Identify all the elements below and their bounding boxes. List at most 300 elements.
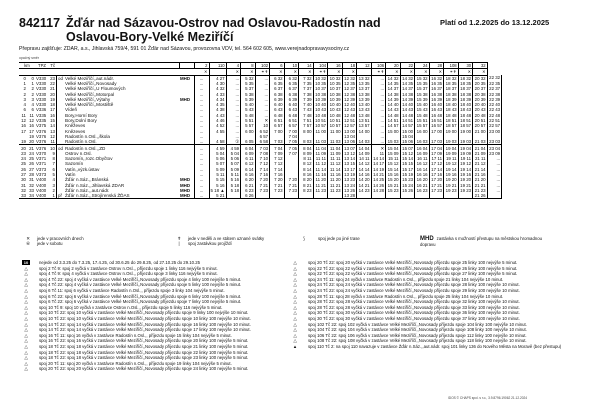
trip-number: 10 bbox=[284, 63, 299, 69]
departure-time: 16 37 bbox=[431, 86, 443, 92]
departure-time: 19 09 bbox=[445, 150, 457, 156]
departure-time: 4 32 bbox=[209, 86, 226, 91]
departure-time: 16 32 bbox=[431, 75, 443, 81]
departure-time: 16 04 bbox=[416, 145, 428, 151]
mhd-marker: MHD bbox=[180, 182, 190, 188]
departure-time: 22 57 bbox=[489, 123, 501, 129]
departure-time bbox=[226, 193, 241, 199]
stop-order: 14 bbox=[50, 123, 55, 129]
departure-time: 5 15 bbox=[209, 177, 226, 182]
departure-time: 12 32 bbox=[344, 75, 356, 81]
stop-name: Velké Meziříčí,,Výtahy bbox=[65, 96, 111, 102]
footnote bbox=[288, 294, 563, 299]
departure-time: 7 51 bbox=[299, 118, 314, 123]
departure-time: 22 37 bbox=[489, 86, 501, 92]
stop-order: 8 bbox=[49, 156, 57, 161]
km-value: 4 bbox=[23, 102, 26, 108]
departure-time: 6 57 bbox=[255, 134, 270, 139]
km-value: 3 bbox=[31, 96, 34, 102]
departure-time: 14 25 bbox=[373, 177, 385, 183]
departure-time: 4 33 bbox=[209, 91, 226, 96]
departure-time: 10 38 bbox=[329, 91, 341, 97]
triangle-icon: △ bbox=[24, 282, 28, 288]
stop-name: Žďár n.Sáz.,,aut.nádr. bbox=[65, 187, 110, 193]
departure-time: 14 48 bbox=[387, 112, 399, 118]
departure-time: 7 37 bbox=[299, 86, 314, 91]
empty-column: ... bbox=[194, 188, 209, 193]
validity-period: Platí od 1.2.2025 do 13.12.2025 bbox=[440, 18, 550, 27]
departure-time: 11 03 bbox=[313, 139, 328, 145]
departure-time: 16 43 bbox=[431, 107, 443, 113]
departure-time: 14 40 bbox=[402, 102, 414, 108]
departure-time: 14 09 bbox=[358, 150, 370, 156]
departure-time: 5 57 bbox=[241, 123, 256, 128]
trip-symbol: ✕ bbox=[241, 69, 256, 75]
departure-time: ... bbox=[487, 183, 502, 188]
departure-time: 17 16 bbox=[431, 171, 443, 177]
triangle-icon: △ bbox=[293, 315, 297, 321]
empty-column: ... bbox=[194, 183, 209, 188]
departure-time: 16 03 bbox=[416, 139, 428, 145]
trip-number: 4 bbox=[226, 63, 241, 69]
departure-time: 15 12 bbox=[387, 161, 399, 167]
departure-time: 7 09 bbox=[270, 151, 285, 156]
departure-time: 17 23 bbox=[431, 187, 443, 193]
departure-time: 20 32 bbox=[474, 75, 486, 81]
departure-marker: od bbox=[58, 75, 63, 81]
departure-time: 13 39 bbox=[358, 96, 370, 102]
departure-time: 15 00 bbox=[387, 128, 399, 134]
departure-time: 6 11 bbox=[241, 156, 256, 161]
departure-time: ... bbox=[226, 97, 241, 102]
departure-time: ... bbox=[226, 86, 241, 91]
trip-number: 108 bbox=[444, 63, 459, 69]
triangle-icon: △ bbox=[24, 304, 28, 310]
trip-symbol: ✕ bbox=[194, 69, 209, 75]
trip-number: 12 bbox=[357, 63, 372, 69]
trip-symbol: ✕ bbox=[400, 69, 415, 75]
km-value: 32 bbox=[29, 182, 34, 188]
departure-time: 16 20 bbox=[416, 177, 428, 183]
footnote bbox=[288, 333, 563, 338]
stop-name: Vídeň bbox=[65, 107, 78, 113]
departure-time: 22 48 bbox=[489, 112, 501, 118]
trip-number: 6 bbox=[270, 63, 285, 69]
departure-time: 16 40 bbox=[431, 102, 443, 108]
departure-time: ... bbox=[226, 102, 241, 107]
departure-time: 11 09 bbox=[313, 151, 328, 156]
departure-time: ✕ bbox=[255, 118, 270, 123]
departure-time: 21 20 bbox=[474, 177, 486, 183]
departure-time: 10 32 bbox=[329, 75, 341, 81]
stop-name: Velké Meziříčí,,Motorpal bbox=[65, 91, 115, 97]
departure-time: 7 00 bbox=[284, 129, 299, 134]
departure-time: 18 32 bbox=[445, 75, 457, 81]
departure-time: 22 43 bbox=[489, 107, 501, 113]
departure-time: 5 11 bbox=[226, 172, 241, 177]
km-value: 30 bbox=[21, 177, 26, 183]
departure-time: 7 12 bbox=[255, 161, 270, 166]
footnote-text: spoj 104 Tč 22: spoj 104 vyčká v zastávce Velké Meziříčí,,Novosady příjezdu spoje 108 linky 100 nejvýše 10 minut. bbox=[308, 327, 527, 333]
departure-time: 10 35 bbox=[315, 80, 327, 86]
footnote bbox=[288, 322, 563, 327]
km-value: 17 bbox=[21, 128, 26, 134]
km-value: 25 bbox=[21, 161, 26, 167]
departure-time: 17 04 bbox=[431, 145, 443, 151]
departure-time: 13 38 bbox=[358, 91, 370, 97]
departure-time: 16 11 bbox=[415, 156, 430, 161]
saturday-icon: ⑥ bbox=[26, 241, 30, 246]
departure-time: 15 23 bbox=[402, 177, 414, 183]
departure-time: 15 04 bbox=[387, 145, 399, 151]
tpz-code: V373 bbox=[36, 166, 47, 172]
legend-saturday: jede v sobotu bbox=[37, 241, 63, 246]
departure-time: 10 35 bbox=[329, 80, 341, 86]
departure-time: 8 16 bbox=[299, 172, 314, 177]
stop-order: 18 bbox=[50, 102, 55, 108]
departure-time: 10 57 bbox=[329, 123, 341, 129]
departure-time: 5 32 bbox=[241, 75, 256, 81]
departure-time: ... bbox=[255, 91, 270, 96]
departure-time: 14 43 bbox=[402, 107, 414, 113]
departure-time: 16 09 bbox=[416, 150, 428, 156]
departure-time: 14 04 bbox=[358, 145, 370, 151]
departure-time: 14 00 bbox=[358, 128, 370, 134]
departure-time: 6 00 bbox=[241, 129, 256, 134]
km-value: 0 bbox=[31, 75, 34, 81]
trip-number: 102 bbox=[255, 63, 270, 69]
departure-time: 4 59 bbox=[209, 145, 226, 151]
departure-time: 5 04 bbox=[226, 151, 241, 156]
departure-time: ... bbox=[487, 172, 502, 177]
triangle-icon: △ bbox=[24, 293, 28, 299]
footnote bbox=[19, 299, 284, 304]
trip-number: 16 bbox=[328, 63, 343, 69]
departure-time: ... bbox=[226, 107, 241, 112]
km-value: 31 bbox=[29, 177, 34, 183]
empty-column: ... bbox=[194, 193, 209, 199]
departure-time: 14 32 bbox=[402, 75, 414, 81]
departure-time: 6 14 bbox=[241, 167, 256, 172]
triangle-icon: △ bbox=[24, 271, 28, 277]
departure-time: 5 09 bbox=[226, 167, 241, 172]
triangle-icon: △ bbox=[293, 299, 297, 305]
departure-time: 13 57 bbox=[358, 123, 370, 129]
triangle-icon: △ bbox=[293, 293, 297, 299]
footnote-text: spoj 20 Tč 22: spoj 20 vyčká v zastávce Velké Meziříčí,,Novosady příjezdu spoje 25 linky 100 nejvýše 5 minut. bbox=[308, 260, 518, 265]
departure-time: ... bbox=[371, 139, 386, 145]
departure-time: 6 43 bbox=[284, 107, 299, 112]
triangle-icon: △ bbox=[293, 282, 297, 288]
departure-time bbox=[299, 193, 314, 199]
departure-time: ... bbox=[226, 75, 241, 81]
departure-time: 7 04 bbox=[270, 145, 285, 151]
departure-time: 7 21 bbox=[255, 183, 270, 188]
footnote-text: spoj 22 Tč 22: spoj 22 vyčká v zastávce Velké Meziříčí,,Novosady příjezdu spoje 27 linky 100 nejvýše 5 minut. bbox=[308, 271, 518, 277]
empty-column: ... bbox=[194, 113, 209, 118]
departure-time: ... bbox=[255, 113, 270, 118]
departure-time: 14 03 bbox=[358, 139, 370, 145]
stop-name: Žďár n.Sáz.,,Strojírenská ŽĎAS bbox=[64, 193, 179, 199]
departure-time: 21 23 bbox=[474, 187, 486, 193]
departure-time: ... bbox=[255, 107, 270, 112]
departure-time: 5 06 bbox=[226, 156, 241, 161]
departure-time: ... bbox=[487, 156, 502, 161]
footnote bbox=[19, 344, 284, 349]
departure-time bbox=[255, 193, 270, 199]
departure-time: 6 04 bbox=[241, 145, 256, 151]
departure-time: ... bbox=[226, 123, 241, 128]
footnote bbox=[288, 260, 563, 265]
footnote-text: spoj 16 Tč 11: spoj 16 vyčká v zastávce Radostín n.Osl.,, příjezdu spoje 15 linky 104 nejvýše 5 minut. bbox=[39, 332, 232, 338]
departure-time: 19 03 bbox=[460, 139, 472, 145]
footnote bbox=[19, 305, 284, 310]
footnote-text: spoj 18 Tč 22: spoj 18 vyčká v zastávce Velké Meziříčí,,Novosady příjezdu spoje 23 linky 100 nejvýše 5 minut. bbox=[39, 355, 249, 361]
departure-time: 16 00 bbox=[416, 128, 428, 134]
trip-symbol: ⚭✝ bbox=[313, 69, 328, 75]
notes-right bbox=[288, 260, 563, 350]
departure-time: 13 04 bbox=[344, 133, 356, 139]
trip-symbol: ✕ bbox=[270, 69, 285, 75]
km-value: 33 bbox=[19, 193, 27, 199]
km-value: 12 bbox=[29, 118, 34, 124]
departure-time: 7 00 bbox=[270, 129, 285, 134]
footnote bbox=[19, 350, 284, 355]
trip-number: 32 bbox=[473, 63, 488, 69]
stop-order: 23 bbox=[50, 75, 55, 81]
trip-symbol: ⚭✝ bbox=[255, 69, 270, 75]
departure-time: 18 37 bbox=[445, 86, 457, 92]
departure-time: 6 32 bbox=[284, 75, 299, 81]
footnote-text: spoj 110 Tč 2: na spoj 110 navazuje v zastávce Žďár n.Sáz.,,aut.nádr. spoj 101 linky 136 do Nového Města na Moravě (bez přestupu) bbox=[308, 343, 562, 349]
departure-time: 7 39 bbox=[299, 97, 314, 102]
departure-time: 5 16 bbox=[226, 177, 241, 182]
footnote-text: spoj 22 Tč 22: spoj 22 vyčká v zastávce Velké Meziříčí,,Novosady příjezdu spoje 26 linky 100 nejvýše 5 minut. bbox=[308, 265, 518, 271]
departure-time: 5 18 bbox=[226, 188, 241, 193]
footnote bbox=[288, 338, 563, 343]
departure-time: 23 04 bbox=[489, 145, 501, 151]
departure-time: 4 52 bbox=[209, 123, 226, 128]
stop-name: Sazomín bbox=[65, 161, 84, 167]
departure-time: 7 07 bbox=[284, 151, 299, 156]
stop-name: Velké Meziříčí,,U Floumových bbox=[65, 86, 126, 92]
departure-time: 21 26 bbox=[474, 193, 486, 199]
empty-column: ... bbox=[194, 97, 209, 102]
departure-time: 12 40 bbox=[344, 102, 356, 108]
departure-time: 8 21 bbox=[299, 183, 314, 188]
departure-time: 14 19 bbox=[373, 166, 385, 172]
tpz-code: V330 bbox=[36, 96, 47, 102]
departure-time: 10 39 bbox=[315, 96, 327, 102]
departure-time: ... bbox=[371, 113, 386, 118]
departure-time: ... bbox=[487, 161, 502, 166]
trip-number: 104 bbox=[313, 63, 328, 69]
trip-symbol: ✕ bbox=[342, 69, 357, 75]
departure-time: 14 37 bbox=[402, 86, 414, 92]
km-value: 20 bbox=[19, 145, 27, 151]
departure-time: ... bbox=[255, 86, 270, 91]
departure-time: 5 16 bbox=[209, 183, 226, 188]
tpz-code: V336 bbox=[36, 107, 47, 113]
stop-name: Velké Meziříčí,,Novosady bbox=[65, 80, 117, 86]
departure-time: 13 06 bbox=[344, 139, 356, 145]
footnote bbox=[19, 310, 284, 315]
departure-time: 22 51 bbox=[489, 118, 501, 124]
departure-time: 6 48 bbox=[270, 113, 285, 118]
triangle-icon: △ bbox=[293, 338, 297, 344]
departure-time: 10 38 bbox=[315, 91, 327, 97]
tpz-code: V330 bbox=[36, 86, 47, 92]
km-value: 31 bbox=[21, 182, 26, 188]
trip-number: 2 bbox=[194, 63, 209, 69]
footnote bbox=[19, 294, 284, 299]
departure-time: 11 21 bbox=[313, 183, 328, 188]
departure-time: 16 14 bbox=[416, 166, 428, 172]
empty-column: ... bbox=[194, 86, 209, 91]
legend-workdays: jede v pracovních dnech bbox=[37, 236, 84, 241]
departure-time: 14 26 bbox=[373, 182, 385, 188]
departure-time: 20 39 bbox=[474, 96, 486, 102]
departure-time: 11 14 bbox=[313, 167, 328, 172]
departure-time: 19 12 bbox=[445, 161, 457, 167]
triangle-icon: △ bbox=[24, 360, 28, 366]
stop-name: Radostín n.Osl.,,škola bbox=[65, 133, 110, 139]
trip-number: 110 bbox=[209, 63, 226, 69]
departure-time: 10 51 bbox=[329, 118, 341, 124]
triangle-icon: △ bbox=[24, 287, 28, 293]
stop-order: 19 bbox=[50, 96, 55, 102]
departure-time bbox=[458, 193, 473, 199]
footnote-text: spoj 108 Tč 22: spoj 108 vyčká v zastávce Velké Meziříčí,,Novosady příjezdu spoje 118 linky 100 nejvýše 10 minut. bbox=[308, 338, 527, 344]
km-value: 25 bbox=[29, 156, 34, 162]
trip-number: 28 bbox=[429, 63, 444, 69]
departure-time: 15 21 bbox=[387, 182, 399, 188]
trip-symbol: ✕ bbox=[226, 69, 241, 75]
empty-column: ... bbox=[194, 139, 209, 145]
page-title: Žďár nad Sázavou-Ostrov nad Oslavou-Radostín nad Oslavou-Bory-Velké Meziříčí bbox=[66, 16, 381, 44]
km-value: 24 bbox=[21, 156, 26, 162]
stop-name: Bory,Horní Bory bbox=[65, 112, 98, 118]
departure-time: 13 00 bbox=[344, 128, 356, 134]
departure-time: 20 43 bbox=[474, 107, 486, 113]
departure-time: 7 57 bbox=[299, 123, 314, 128]
departure-time: 16 23 bbox=[416, 187, 428, 193]
departure-time: 21 11 bbox=[473, 156, 488, 161]
departure-time: 7 05 bbox=[284, 145, 299, 151]
departure-time: 18 57 bbox=[460, 123, 472, 129]
departure-time: 10 40 bbox=[329, 102, 341, 108]
footnote-text: spoj 10 Tč 9: spoj 10 vyčká v zastávce Ostrov n.Osl.,, příjezdu spoje 5 linky 116 nejvýše 5 minut. bbox=[39, 304, 223, 310]
departure-time: 17 14 bbox=[431, 166, 443, 172]
departure-time: 13 07 bbox=[344, 145, 356, 151]
km-value: 33 bbox=[29, 187, 34, 193]
departure-time: 5 48 bbox=[241, 113, 256, 118]
footnote bbox=[288, 344, 563, 349]
km-value: 1 bbox=[31, 80, 34, 86]
departure-time: 6 57 bbox=[270, 123, 285, 128]
departure-time: 14 57 bbox=[387, 123, 399, 129]
km-value: 17 bbox=[29, 128, 34, 134]
departure-time: 5 39 bbox=[241, 97, 256, 102]
footnote bbox=[288, 266, 563, 271]
departure-time: 8 23 bbox=[299, 188, 314, 193]
triangle-icon: △ bbox=[24, 265, 28, 271]
departure-time: 10 51 bbox=[315, 118, 327, 124]
departure-time: 18 39 bbox=[460, 96, 472, 102]
departure-time: 14 32 bbox=[387, 75, 399, 81]
footnote bbox=[288, 316, 563, 321]
departure-time bbox=[328, 193, 343, 199]
empty-column: ... bbox=[194, 123, 209, 128]
departure-time: 19 11 bbox=[444, 156, 459, 161]
footnote-text: spoj 24 Tč 11: spoj 24 vyčká v zastávce Radostín n.Osl.,, příjezdu spoje 21 linky 104 nejvýše 10 minut. bbox=[308, 276, 504, 282]
legend-mhd-text: zastávka s možností přestupu na městskou hromadnou dopravu bbox=[420, 236, 543, 247]
tpz-code: V400 bbox=[36, 177, 47, 183]
mhd-marker: MHD bbox=[179, 193, 194, 199]
departure-time: 8 03 bbox=[299, 139, 314, 145]
departure-time: 11 bbox=[371, 151, 386, 156]
departure-time: 6 48 bbox=[284, 113, 299, 118]
departure-time: 19 04 bbox=[445, 145, 457, 151]
footer-credit: IDOS © CHAPS spol. s r.o., 3.9.8796.19062 21.12.2024 bbox=[448, 396, 528, 400]
other-route-icon: ⟆ bbox=[303, 236, 305, 241]
empty-column: ... bbox=[194, 151, 209, 156]
departure-time: 14 48 bbox=[402, 112, 414, 118]
departure-time: 15 43 bbox=[416, 107, 428, 113]
departure-time: 11 04 bbox=[328, 145, 343, 151]
departure-time: 19 11 bbox=[458, 156, 473, 161]
departure-time: 5 43 bbox=[241, 107, 256, 112]
departure-time: 10 37 bbox=[329, 86, 341, 92]
departure-time: 13 12 bbox=[344, 150, 356, 156]
departure-time: 5 04 bbox=[209, 151, 226, 156]
departure-time: 20 51 bbox=[474, 118, 486, 124]
departure-time: 7 08 bbox=[255, 151, 270, 156]
departure-time: 19 14 bbox=[445, 166, 457, 172]
tpz-code: V400 bbox=[36, 182, 47, 188]
departure-time: 6 51 bbox=[270, 118, 285, 123]
departure-time: 19 20 bbox=[460, 177, 472, 183]
stop-order: 21 bbox=[50, 86, 55, 92]
footnote-text: spoj 6 Tč 22: spoj 6 vyčká v zastávce Velké Meziříčí,,Novosady příjezdu spoje 6 linky 100 nejvýše 5 minut. bbox=[39, 293, 242, 299]
departure-time: 14 37 bbox=[387, 86, 399, 92]
departure-time: 14 23 bbox=[358, 187, 370, 193]
stop-name: Velké Meziříčí,,aut.nádr. bbox=[65, 75, 115, 81]
departure-time: 11 16 bbox=[313, 172, 328, 177]
departure-time: 21 21 bbox=[474, 182, 486, 188]
departure-time: ... bbox=[371, 81, 386, 86]
stop-name: Sazomín,,rozc.Obyčtov bbox=[65, 156, 113, 162]
departure-time: 11 11 bbox=[328, 156, 343, 161]
km-value: 23 bbox=[21, 150, 26, 156]
departure-time: 17 12 bbox=[431, 161, 443, 167]
stop-name: Velké Meziříčí,,Mostiště bbox=[65, 102, 114, 108]
departure-time: 16 38 bbox=[431, 91, 443, 97]
trip-number: 14 bbox=[299, 63, 314, 69]
tpz-code: V371 bbox=[36, 156, 47, 162]
footnote-text: spoj 14 Tč 22: spoj 14 vyčká v zastávce Velké Meziříčí,,Novosady příjezdu spoje 16 linky 100 nejvýše 10 minut. bbox=[39, 321, 251, 327]
departure-time: 11 12 bbox=[313, 161, 328, 166]
departure-time: 7 23 bbox=[284, 188, 299, 193]
departure-time: 14 21 bbox=[358, 182, 370, 188]
footnote bbox=[19, 361, 284, 366]
footnote bbox=[288, 310, 563, 315]
trip-number: 20 bbox=[386, 63, 401, 69]
trip-symbol: ✕ bbox=[328, 69, 343, 75]
departure-time: 16 16 bbox=[416, 171, 428, 177]
departure-time: 10 43 bbox=[329, 107, 341, 113]
km-value: 27 bbox=[29, 166, 34, 172]
